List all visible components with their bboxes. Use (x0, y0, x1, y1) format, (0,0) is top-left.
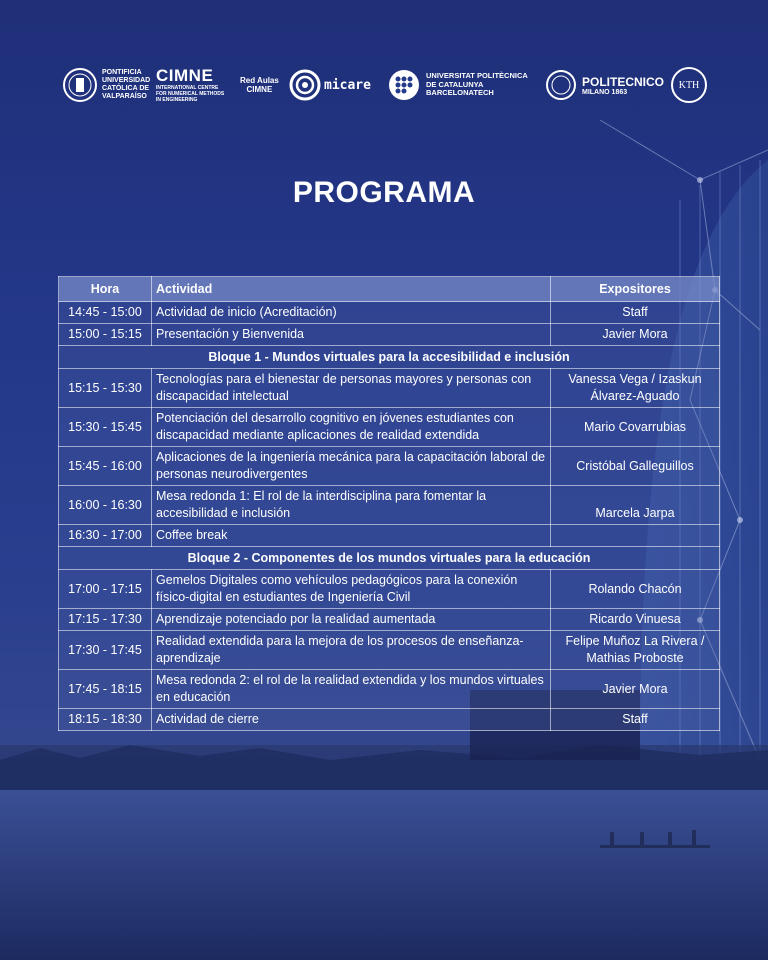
header-speakers: Expositores (551, 277, 720, 302)
upc-logo-text: UNIVERSITAT POLITÈCNICA DE CATALUNYA BARCELONATECH (426, 71, 528, 98)
row-activity: Gemelos Digitales como vehículos pedagógicos para la conexión físico-digital en estudiantes de Ingeniería Civil (152, 570, 551, 609)
row-activity: Tecnologías para el bienestar de personas mayores y personas con discapacidad intelectual (152, 369, 551, 408)
block-header-row (59, 346, 720, 369)
row-speakers: Staff (551, 302, 720, 324)
row-activity: Potenciación del desarrollo cognitivo en jóvenes estudiantes con discapacidad mediante aplicaciones de realidad extendida (152, 408, 551, 447)
row-speakers: Javier Mora (551, 670, 720, 709)
upc-icon (388, 69, 420, 101)
table-row (59, 670, 720, 709)
header-activity: Actividad (152, 277, 551, 302)
micare-logo (289, 60, 371, 110)
row-time: 17:00 - 17:15 (59, 570, 152, 609)
polimi-logo (545, 60, 664, 110)
row-activity: Aplicaciones de la ingeniería mecánica para la capacitación laboral de personas neurodivergentes (152, 447, 551, 486)
row-speakers: Cristóbal Galleguillos (551, 447, 720, 486)
row-speakers: Vanessa Vega / Izaskun Álvarez-Aguado (551, 369, 720, 408)
kth-logo (670, 60, 708, 110)
red-aulas-logo-text: Red Aulas CIMNE (240, 75, 279, 94)
row-speakers: Felipe Muñoz La Rivera / Mathias Proboste (551, 631, 720, 670)
row-time: 18:15 - 18:30 (59, 709, 152, 731)
pucv-logo (62, 60, 150, 110)
page-title: PROGRAMA (292, 176, 476, 209)
row-speakers: Rolando Chacón (551, 570, 720, 609)
row-speakers: Mario Covarrubias (551, 408, 720, 447)
row-time: 16:30 - 17:00 (59, 525, 152, 547)
row-time: 17:45 - 18:15 (59, 670, 152, 709)
cimne-logo-subtext: INTERNATIONAL CENTRE FOR NUMERICAL METHODS IN ENGINEERING (156, 85, 225, 103)
row-speakers (551, 525, 720, 547)
polimi-logo-subtext: MILANO 1863 (582, 88, 628, 96)
row-activity: Actividad de inicio (Acreditación) (152, 302, 551, 324)
row-activity: Presentación y Bienvenida (152, 324, 551, 346)
row-time: 14:45 - 15:00 (59, 302, 152, 324)
row-activity: Realidad extendida para la mejora de los procesos de enseñanza-aprendizaje (152, 631, 551, 670)
table-row (59, 408, 720, 447)
kth-logo-text: KTH (678, 79, 700, 91)
block-title: Bloque 1 - Mundos virtuales para la accesibilidad e inclusión (59, 346, 720, 369)
red-aulas-logo (240, 60, 279, 110)
row-time: 15:30 - 15:45 (59, 408, 152, 447)
micare-icon (289, 69, 321, 101)
row-activity: Actividad de cierre (152, 709, 551, 731)
table-row (59, 570, 720, 609)
row-time: 16:00 - 16:30 (59, 486, 152, 525)
polimi-seal-icon (545, 69, 577, 101)
row-speakers: Javier Mora (551, 324, 720, 346)
crest-icon (62, 67, 98, 103)
row-speakers: Staff (551, 709, 720, 731)
row-speakers: Ricardo Vinuesa (551, 609, 720, 631)
header-time: Hora (59, 277, 152, 302)
upc-logo (388, 60, 528, 110)
row-time: 15:00 - 15:15 (59, 324, 152, 346)
table-header-row (59, 277, 720, 302)
table-row (59, 631, 720, 670)
table-row (59, 447, 720, 486)
table-row (59, 609, 720, 631)
table-row (59, 324, 720, 346)
row-speakers: Marcela Jarpa (551, 486, 720, 525)
pucv-logo-text: PONTIFICIA UNIVERSIDAD CATÓLICA DE VALPARAÍSO (102, 68, 151, 101)
cimne-logo (156, 60, 224, 110)
row-activity: Coffee break (152, 525, 551, 547)
table-row (59, 525, 720, 547)
table-row (59, 709, 720, 731)
table-row (59, 369, 720, 408)
row-activity: Mesa redonda 2: el rol de la realidad extendida y los mundos virtuales en educación (152, 670, 551, 709)
row-time: 17:15 - 17:30 (59, 609, 152, 631)
table-row (59, 486, 720, 525)
block-header-row (59, 547, 720, 570)
block-title: Bloque 2 - Componentes de los mundos virtuales para la educación (59, 547, 720, 570)
row-activity: Mesa redonda 1: El rol de la interdisciplina para fomentar la accesibilidad e inclusión (152, 486, 551, 525)
sponsor-logos (0, 60, 768, 110)
row-time: 15:15 - 15:30 (59, 369, 152, 408)
row-time: 17:30 - 17:45 (59, 631, 152, 670)
polimi-logo-text: POLITECNICO (582, 74, 665, 89)
program-table (58, 276, 720, 731)
micare-logo-text: micare (324, 77, 371, 93)
cimne-logo-text: CIMNE (156, 66, 214, 86)
row-activity: Aprendizaje potenciado por la realidad aumentada (152, 609, 551, 631)
table-row (59, 302, 720, 324)
row-time: 15:45 - 16:00 (59, 447, 152, 486)
